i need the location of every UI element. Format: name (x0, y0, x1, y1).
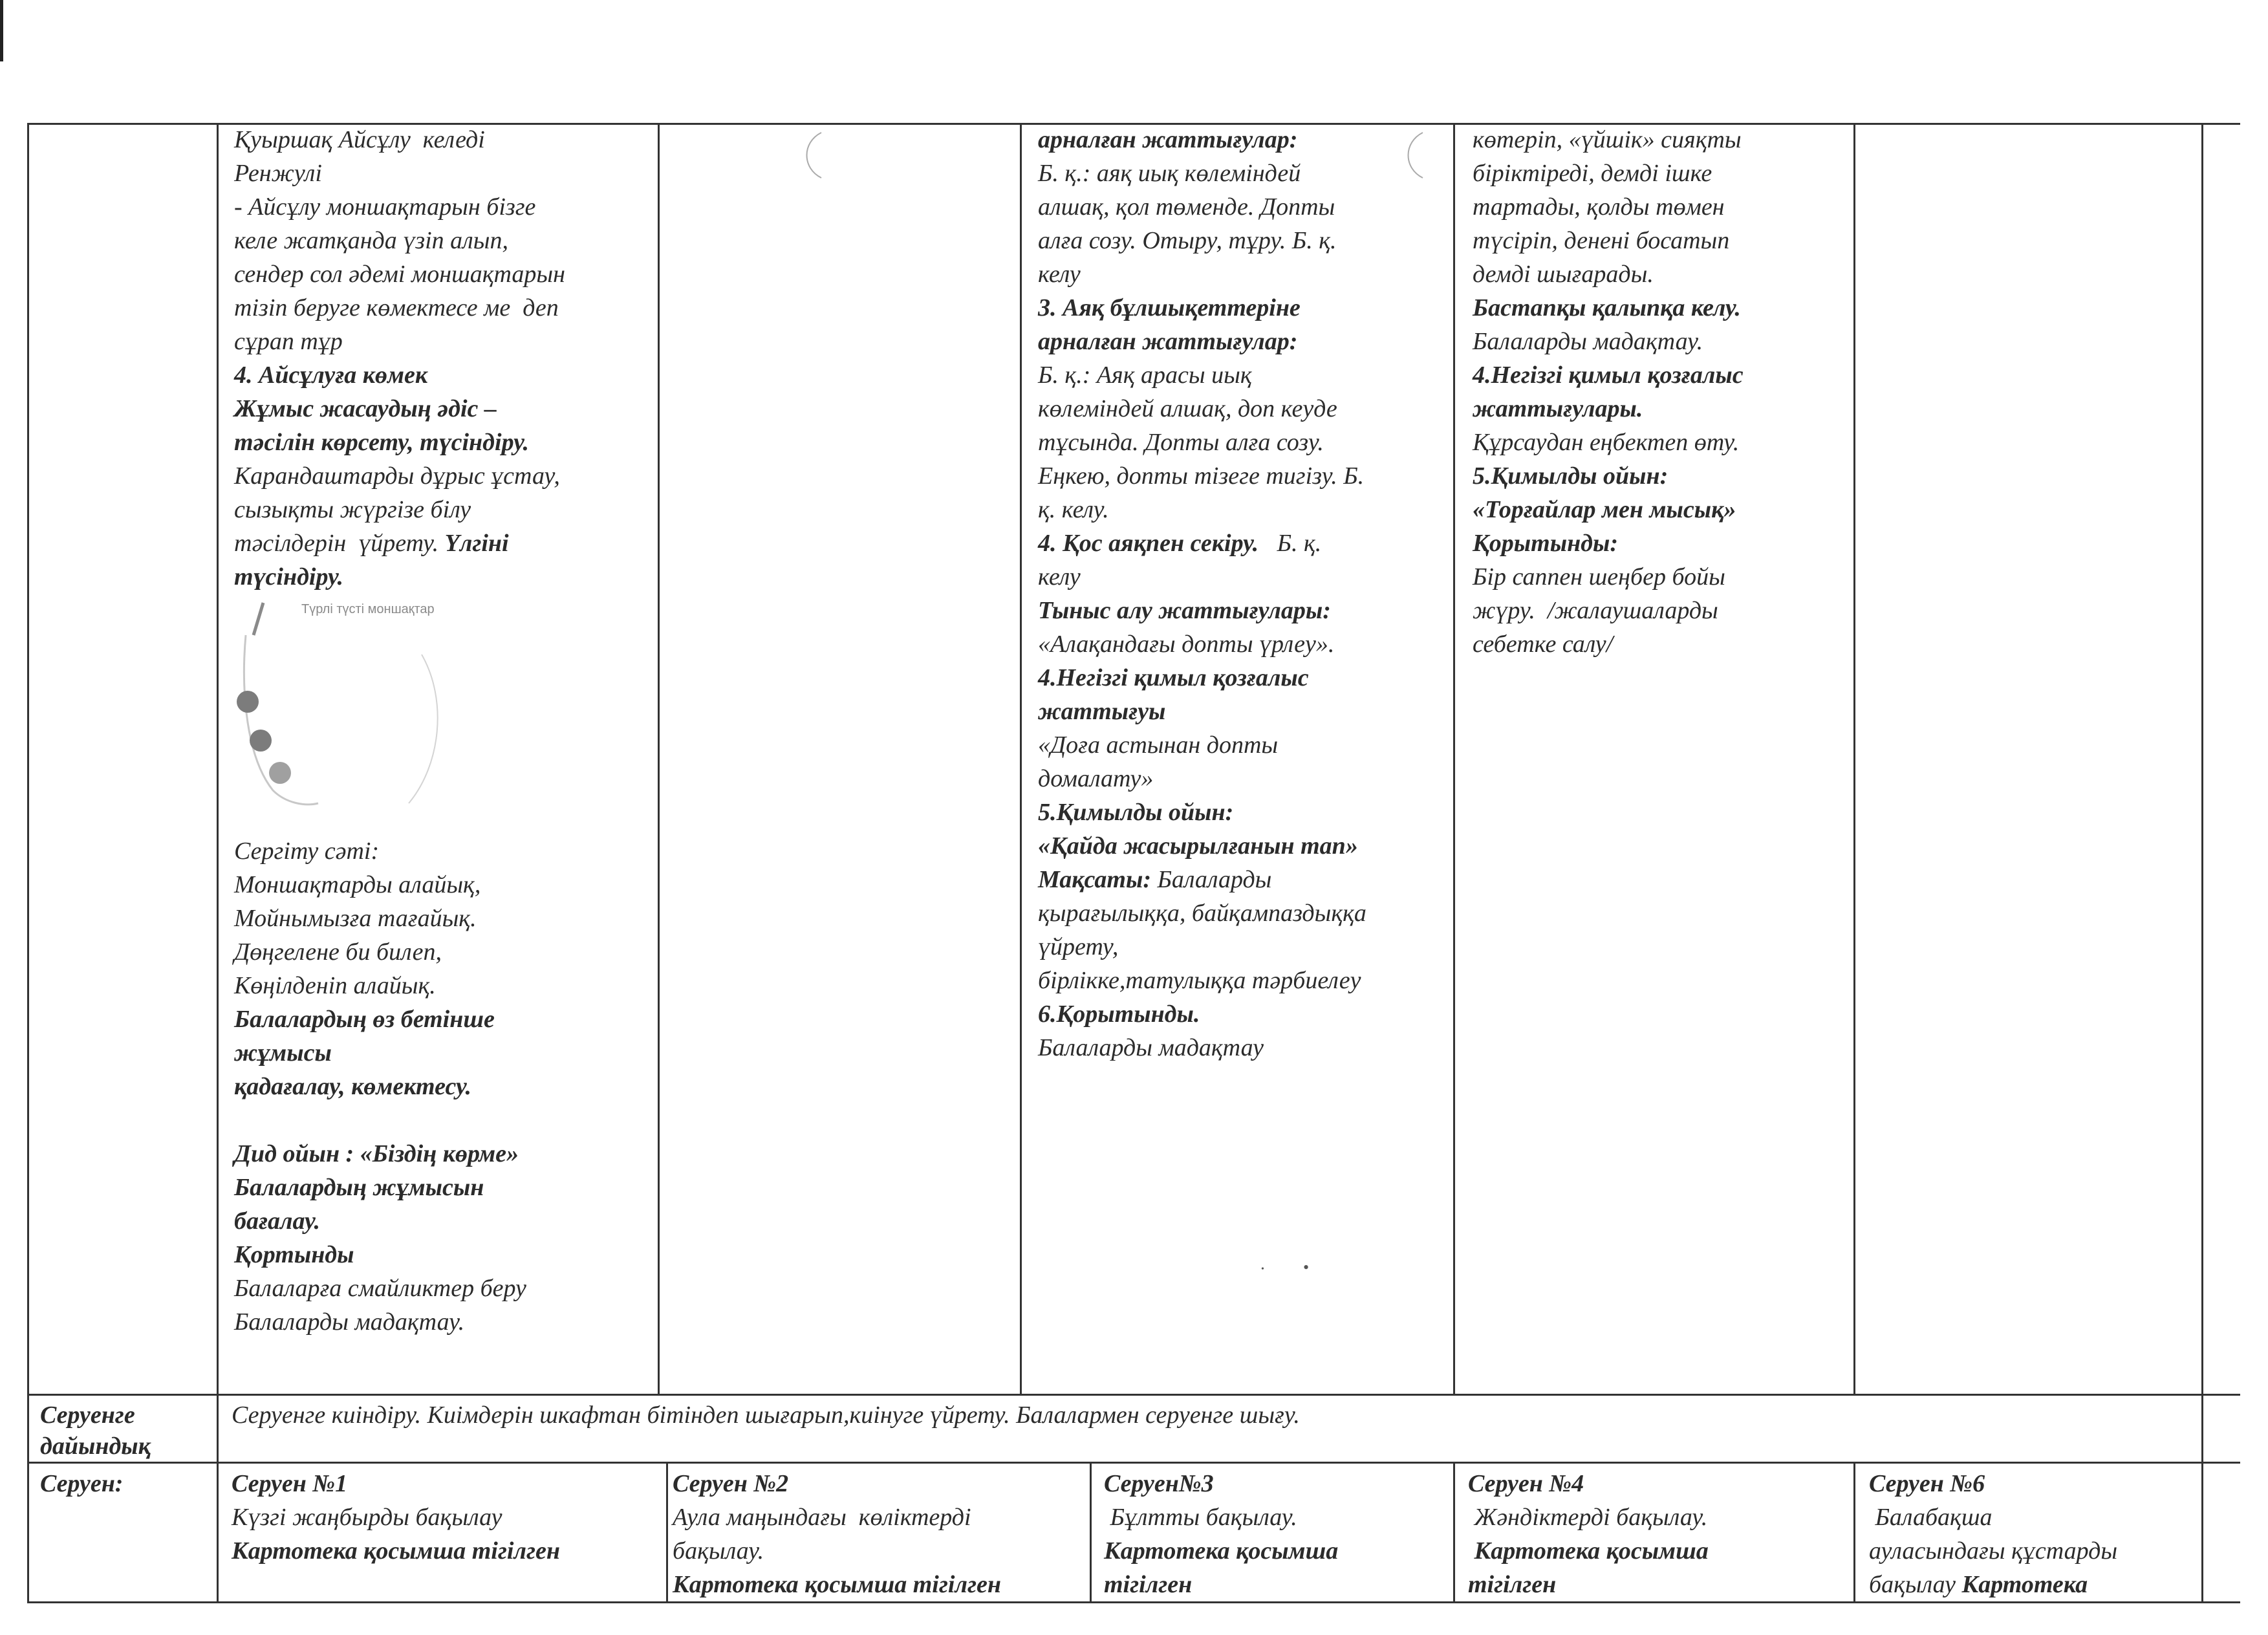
bead-string-curve (234, 596, 493, 823)
walk-line-text: Балабақша (1869, 1504, 1993, 1531)
walk-title: Серуен №2 (673, 1470, 789, 1497)
col2b-line-text: Балалардың өз бетінше (234, 1006, 495, 1033)
col2b-line (234, 1036, 648, 1070)
walk-label-text: Серуен: (40, 1470, 124, 1497)
col4-line (1038, 762, 1445, 796)
col4-line (1038, 224, 1445, 257)
col5-line-text: жаттығулары. (1473, 395, 1643, 422)
col4-line-text: арналған жаттығулар: (1038, 328, 1298, 355)
col4-line-text: алға созу. Отыру, тұру. Б. қ. (1038, 227, 1337, 254)
col4-line-text: 6.Қорытынды. (1038, 1001, 1200, 1028)
prep-label-line-2: дайындық (40, 1433, 151, 1460)
column-divider-1 (217, 123, 219, 1603)
lesson-activity-cell (234, 123, 648, 594)
walk-line-text: Картотека қосымша тігілген (232, 1537, 560, 1565)
col2b-line (234, 1204, 648, 1238)
walk-line (1869, 1500, 2192, 1534)
movement-game-cell (1473, 123, 1848, 661)
col4-line (1038, 190, 1445, 224)
col4-line-text: келу (1038, 261, 1081, 288)
col4-line-text: тұсында. Допты алға созу. (1038, 429, 1324, 456)
col2-line (234, 560, 648, 594)
col2b-line (234, 868, 648, 902)
col5-line (1473, 627, 1848, 661)
walk-line-text: Картотека қосымша (1104, 1537, 1339, 1565)
col2-line (234, 526, 648, 560)
col2b-line-text: Сергіту сәті: (234, 838, 380, 865)
col4-line-text: Тыныс алу жаттығулары: (1038, 597, 1331, 624)
col5-line (1473, 325, 1848, 358)
col2b-line (234, 935, 648, 969)
col2-line (234, 257, 648, 291)
col5-line (1473, 190, 1848, 224)
col2-line (234, 291, 648, 325)
col2b-line (234, 1070, 648, 1103)
exercise-cell (1038, 123, 1445, 1065)
col4-line (1038, 459, 1445, 493)
col2-line-text: келе жатқанда үзіп алып, (234, 227, 508, 254)
walk-line-text: тігілген (1104, 1571, 1193, 1598)
scan-edge-mark (0, 0, 3, 61)
col2b-line-text: Көңілденіп алайық. (234, 972, 436, 999)
col2b-line (234, 1238, 648, 1272)
col5-line-text: тартады, қолды төмен (1473, 193, 1725, 221)
col2-line (234, 224, 648, 257)
col2b-line-text: Моншақтарды алайық, (234, 871, 481, 898)
col4-line-text: «Алақандағы допты үрлеу». (1038, 631, 1335, 658)
walk-cell-1 (232, 1467, 658, 1568)
row-divider-prep (27, 1394, 2240, 1396)
col5-line (1473, 426, 1848, 459)
col4-line (1038, 964, 1445, 997)
col2b-line-text: Дид ойын : «Біздің көрме» (234, 1140, 519, 1167)
scan-mark-arc-2 (1397, 129, 1436, 188)
col2-line-text: тәсілдерін үйрету. (234, 530, 445, 557)
walk-line-text: бақылау. (673, 1537, 764, 1565)
bead-2 (250, 730, 272, 752)
col5-line-text: біріктіреді, демді ішке (1473, 160, 1712, 187)
col5-line-text: 4.Негізгі қимыл қозғалыс (1473, 362, 1744, 389)
walk-line (1869, 1568, 2192, 1601)
col2-line (234, 123, 648, 157)
walk-line-text: бақылау (1869, 1571, 1962, 1598)
column-divider-5b (1853, 1462, 1855, 1603)
col4-line (1038, 930, 1445, 964)
col2b-line (234, 1171, 648, 1204)
col5-line (1473, 224, 1848, 257)
col2b-line (234, 902, 648, 935)
col5-line-text: 5.Қимылды ойын: (1473, 462, 1669, 490)
col4-line-text: домалату» (1038, 765, 1154, 792)
col4-line-text: Б. қ.: Аяқ арасы иық (1038, 362, 1252, 389)
walk-line (232, 1500, 658, 1534)
col2-line (234, 190, 648, 224)
col4-line (1038, 627, 1445, 661)
row-divider-walk (27, 1462, 2240, 1464)
col2-line (234, 392, 648, 426)
figure-caption: Түрлі түсті моншақтар (301, 602, 435, 616)
col2-line (234, 325, 648, 358)
col4-line (1038, 426, 1445, 459)
col5-line-text: Құрсаудан еңбектеп өту. (1473, 429, 1740, 456)
walk-line (1468, 1568, 1850, 1601)
walk-line-bold-tail: Картотека (1961, 1571, 2088, 1598)
col5-line (1473, 594, 1848, 627)
column-divider-4b (1453, 1462, 1455, 1603)
col2-line-text: Жұмыс жасаудың әдіс – (234, 395, 497, 422)
col5-line-text: Бастапқы қалыпқа келу. (1473, 294, 1741, 321)
col4-line (1038, 695, 1445, 728)
col5-line-text: демді шығарады. (1473, 261, 1654, 288)
col2b-line (234, 1103, 648, 1137)
col4-line (1038, 358, 1445, 392)
col2b-line-text: Мойнымызға тағайық. (234, 905, 477, 932)
walk-line (673, 1534, 1086, 1568)
col2-line-text: сұрап тұр (234, 328, 343, 355)
scan-mark-arc-1 (795, 129, 834, 188)
walk-line (673, 1568, 1086, 1601)
col2b-line-text: Дөңгелене би билеп, (234, 938, 442, 966)
walk-cell-5 (1869, 1467, 2192, 1601)
walk-line (1468, 1500, 1850, 1534)
col2b-line (234, 834, 648, 868)
col4-line-text: 4. Қос аяқпен секіру. (1038, 530, 1259, 557)
col2b-line-text (234, 1107, 241, 1134)
col5-line (1473, 392, 1848, 426)
col5-line (1473, 358, 1848, 392)
col2-line-bold-tail: Үлгіні (444, 530, 509, 557)
walk-line-text: ауласындағы құстарды (1869, 1537, 2118, 1565)
col4-line-text: Балаларды мадақтау (1038, 1034, 1264, 1061)
column-divider-2b (666, 1462, 668, 1603)
scan-speck-1: • (1303, 1258, 1310, 1277)
col2-line-text: тәсілін көрсету, түсіндіру. (234, 429, 530, 456)
col2b-line-text: Балаларды мадақтау. (234, 1308, 465, 1336)
walk-title: Серуен№3 (1104, 1470, 1214, 1497)
table-left-border (27, 123, 29, 1603)
col2b-line-text: Қортынды (234, 1241, 354, 1268)
col4-line (1038, 291, 1445, 325)
col5-line-text: көтеріп, «үйшік» сияқты (1473, 126, 1742, 153)
col4-line-text: үйрету, (1038, 933, 1119, 960)
beads-illustration (234, 596, 493, 823)
walk-line-text: Аула маңындағы көліктерді (673, 1504, 971, 1531)
column-divider-5 (1853, 123, 1855, 1396)
col2-line (234, 459, 648, 493)
col5-line (1473, 560, 1848, 594)
col5-line-text: Балаларды мадақтау. (1473, 328, 1703, 355)
col5-line-text: түсіріп, денені босатып (1473, 227, 1730, 254)
col4-line (1038, 257, 1445, 291)
col4-line-text: бірлікке,татулыққа тәрбиелеу (1038, 967, 1361, 994)
col2b-line-text: Балаларға смайликтер беру (234, 1275, 526, 1302)
column-divider-4 (1453, 123, 1455, 1396)
prep-label (40, 1398, 208, 1463)
col2b-line-text: бағалау. (234, 1207, 320, 1235)
walk-line-text: тігілген (1468, 1571, 1557, 1598)
col2-line-text: сендер сол әдемі моншақтарын (234, 261, 566, 288)
col4-line-text: келу (1038, 563, 1081, 590)
walk-line-text: Бұлтты бақылау. (1104, 1504, 1297, 1531)
scan-speck-2: • (1261, 1264, 1264, 1274)
col4-line-text: алшақ, қол төменде. Допты (1038, 193, 1335, 221)
walk-cell-3 (1104, 1467, 1447, 1601)
col2-line (234, 426, 648, 459)
col2-line-text: Карандаштарды дұрыс ұстау, (234, 462, 560, 490)
col2b-line (234, 1305, 648, 1339)
bead-3 (269, 762, 291, 784)
col4-line (1038, 863, 1445, 896)
col2b-line-text: Балалардың жұмысын (234, 1174, 484, 1201)
table-right-border (2201, 123, 2203, 1603)
walk-line (232, 1534, 658, 1568)
col4-line (1038, 560, 1445, 594)
col4-line-text: Мақсаты: (1038, 866, 1151, 893)
col4-line-text: жаттығуы (1038, 698, 1166, 725)
walk-line-text: Картотека қосымша (1468, 1537, 1709, 1565)
walk-title: Серуен №1 (232, 1470, 348, 1497)
col2-line-text: сызықты жүргізе білу (234, 496, 471, 523)
col4-line-plain-tail: Балаларды (1150, 866, 1272, 893)
column-divider-3b (1090, 1462, 1092, 1603)
col4-line-text: 4.Негізгі қимыл қозғалыс (1038, 664, 1309, 691)
col2b-line-text: қадағалау, көмектесу. (234, 1073, 472, 1100)
col2-line (234, 493, 648, 526)
col4-line (1038, 493, 1445, 526)
walk-line (1104, 1568, 1447, 1601)
walk-line (1468, 1534, 1850, 1568)
walk-line (1104, 1500, 1447, 1534)
refresh-moment-cell (234, 834, 648, 1339)
walk-title: Серуен №4 (1468, 1470, 1584, 1497)
col5-line-text: жүру. /жалаушаларды (1473, 597, 1718, 624)
col4-line-text: қырағылыққа, байқампаздыққа (1038, 900, 1366, 927)
col4-line (1038, 728, 1445, 762)
walk-line (1104, 1534, 1447, 1568)
col2-line-text: Ренжулі (234, 160, 322, 187)
walk-line (1869, 1534, 2192, 1568)
col5-line (1473, 123, 1848, 157)
walk-label (40, 1467, 208, 1500)
prep-content-text: Серуенге киіндіру. Киімдерін шкафтан бітіндеп шығарып,киінуге үйрету. Балалармен серуенге шығу. (232, 1402, 1300, 1429)
col4-line (1038, 997, 1445, 1031)
col5-line (1473, 157, 1848, 190)
col2-line-text: Қуыршақ Айсұлу келеді (234, 126, 485, 153)
col4-line-text: «Қайда жасырылғанын тап» (1038, 832, 1358, 860)
walk-cell-2 (673, 1467, 1086, 1601)
col2-line-text: - Айсұлу моншақтарын бізге (234, 193, 536, 221)
col4-line-text: қ. келу. (1038, 496, 1109, 523)
col4-line (1038, 392, 1445, 426)
col4-line-plain-tail: Б. қ. (1258, 530, 1322, 557)
col4-line-text: 5.Қимылды ойын: (1038, 799, 1234, 826)
col4-line (1038, 325, 1445, 358)
col2-line-text: тізіп беруге көмектесе ме деп (234, 294, 559, 321)
walk-line (673, 1500, 1086, 1534)
col2b-line (234, 969, 648, 1002)
col4-line (1038, 661, 1445, 695)
col4-line (1038, 123, 1445, 157)
walk-title: Серуен №6 (1869, 1470, 1985, 1497)
col2-line-text: түсіндіру. (234, 563, 343, 590)
col2b-line (234, 1272, 648, 1305)
col2b-line-text: жұмысы (234, 1039, 332, 1067)
col4-line-text: арналған жаттығулар: (1038, 126, 1298, 153)
col4-line (1038, 829, 1445, 863)
bead-1 (237, 691, 259, 713)
col5-line (1473, 493, 1848, 526)
col5-line (1473, 459, 1848, 493)
walk-line-text: Жәндіктерді бақылау. (1468, 1504, 1708, 1531)
col2-line (234, 157, 648, 190)
col4-line (1038, 526, 1445, 560)
col4-line-text: 3. Аяқ бұлшықеттеріне (1038, 294, 1301, 321)
col2b-line (234, 1002, 648, 1036)
prep-label-line-1: Серуенге (40, 1402, 135, 1429)
col5-line-text: Бір саппен шеңбер бойы (1473, 563, 1725, 590)
col4-line (1038, 594, 1445, 627)
col4-line (1038, 157, 1445, 190)
col5-line (1473, 526, 1848, 560)
col2-line (234, 358, 648, 392)
col4-line-text: Б. қ.: аяқ иық көлеміндей (1038, 160, 1301, 187)
col5-line-text: себетке салу/ (1473, 631, 1614, 658)
col5-line-text: «Торғайлар мен мысық» (1473, 496, 1736, 523)
table-bottom-border (27, 1601, 2240, 1603)
col5-line (1473, 291, 1848, 325)
column-divider-3 (1020, 123, 1022, 1396)
col4-line-text: көлеміндей алшақ, доп кеуде (1038, 395, 1337, 422)
walk-line-text: Картотека қосымша тігілген (673, 1571, 1001, 1598)
col4-line (1038, 896, 1445, 930)
col5-line (1473, 257, 1848, 291)
walk-cell-4 (1468, 1467, 1850, 1601)
col4-line (1038, 1031, 1445, 1065)
col5-line-text: Қорытынды: (1473, 530, 1619, 557)
col4-line (1038, 796, 1445, 829)
col2-line-text: 4. Айсұлуға көмек (234, 362, 428, 389)
column-divider-2 (658, 123, 660, 1396)
col2b-line (234, 1137, 648, 1171)
col4-line-text: «Доға астынан допты (1038, 731, 1279, 759)
col4-line-text: Еңкею, допты тізеге тигізу. Б. (1038, 462, 1365, 490)
walk-line-text: Күзгі жаңбырды бақылау (232, 1504, 502, 1531)
prep-content (232, 1398, 2191, 1432)
